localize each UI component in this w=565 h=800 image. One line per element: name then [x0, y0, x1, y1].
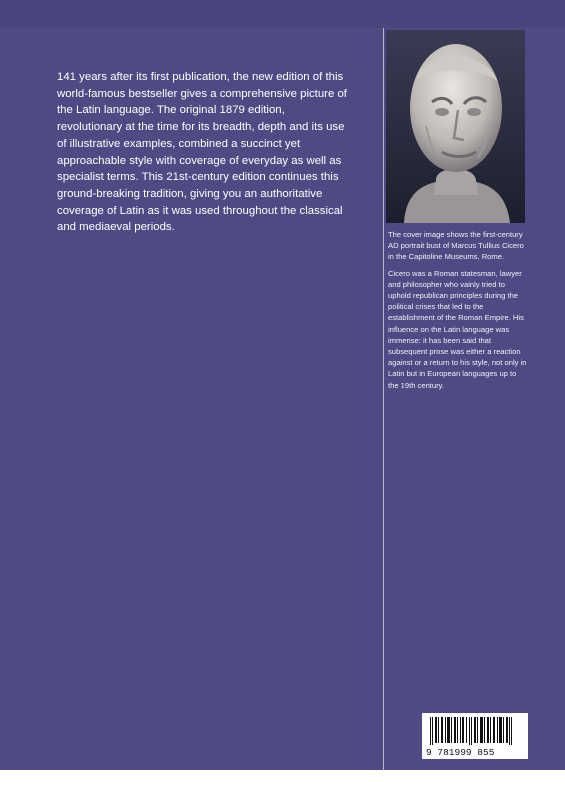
bottom-margin	[0, 770, 565, 800]
blurb-paragraph: 141 years after its first publication, the new edition of this world-famous bestseller gives a comprehensive picture of the Latin language. The original 1879 edition, revolutionary at the time for its breadth, depth and its use of illustrative examples, combined a succinct yet approachable style with coverage of everyday as well as specialist terms. This 21st-century edition continues this ground-breaking tradition, giving you an authoritative coverage of Latin as it was used throughout the classical and mediaeval periods.	[57, 71, 347, 234]
cicero-bust-image	[386, 30, 525, 223]
cicero-bio: Cicero was a Roman statesman, lawyer and philosopher who vainly tried to uphold republican principles during the political crises that led to the establishment of the Roman Empire. His influence on the Latin language was immense: it has been said that subsequent prose was either a reaction against or a return to his style, not only in Latin but in European languages up to the 19th century.	[388, 268, 527, 390]
image-caption: The cover image shows the first-century AD portrait bust of Marcus Tullius Cicero in the Capitoline Museums, Rome.	[388, 230, 524, 262]
cover-notes	[388, 229, 528, 396]
blurb-text	[57, 69, 347, 236]
barcode-graphic	[422, 713, 528, 759]
isbn-number: 9 781999 855	[426, 747, 495, 758]
column-divider	[383, 28, 384, 770]
isbn-barcode	[422, 713, 528, 759]
bust-illustration	[386, 30, 525, 223]
top-band	[0, 0, 565, 28]
